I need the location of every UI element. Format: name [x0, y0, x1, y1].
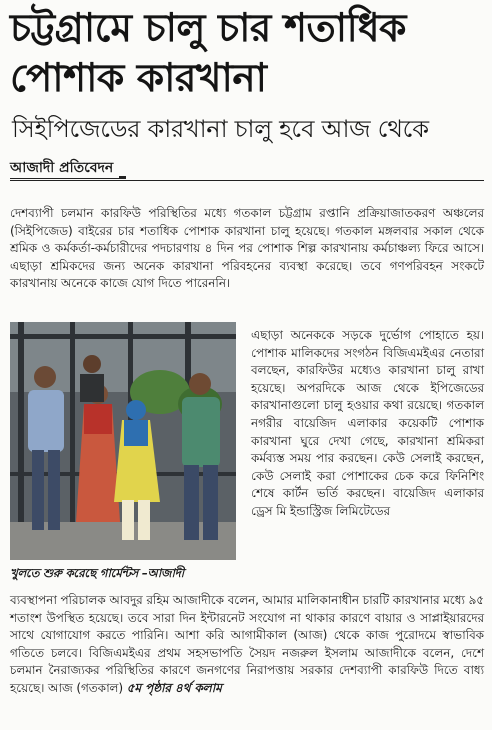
subheadline: সিইপিজেডের কারখানা চালু হবে আজ থেকে — [12, 115, 429, 143]
article-paragraph-bottom — [10, 592, 484, 698]
garment-workers-photo — [10, 322, 236, 560]
article-paragraph-top: দেশব্যাপী চলমান কারফিউ পরিস্থিতির মধ্যে গতকাল চট্টগ্রাম রপ্তানি প্রক্রিয়াজাতকরণ অঞ্চলের (সিইপিজেড) বাইরের চার শতাধিক পোশাক কারখানা চালু হয়েছে। গতকাল মঙ্গলবার সকাল থেকে শ্রমিক ও কর্মকর্তা-কর্মচারীদের পদচারণায় ৪ দিন পর পোশাক শিল্প কারখানায় কর্মচাঞ্চল্য ফিরে আসে। এছাড়া শ্রমিকদের জন্য অনেক কারখানা পরিবহনের ব্যবস্থা করেছে। তবে গণপরিবহন সংকটে কারখানায় অনেকে কাজে যোগ দিতে পারেননি। — [10, 206, 484, 291]
photo-caption: খুলতে শুরু করেছে গার্মেন্টস –আজাদী — [10, 566, 184, 580]
byline-rule — [10, 180, 484, 181]
article-paragraph-bottom-text: ব্যবস্থাপনা পরিচালক আবদুর রহিম আজাদীকে বলেন, আমার মালিকানাধীন চারটি কারখানার মধ্যে ৯৫ শতাংশ উপস্থিত হয়েছে। তবে সারা দিন ইন্টারনেট সংযোগ না থাকার কারণে বায়ার ও সাপ্লাইয়ারদের সাথে যোগাযোগ করতে পারিনি। আশা করি আগামীকাল (আজ) থেকে কাজ পুরোদমে স্বাভাবিক গতিতে চলবে। বিজিএমইএর প্রথম সহসভাপতি সৈয়দ নজরুল ইসলাম আজাদীকে বলেন, দেশে চলমান নৈরাজ্যকর পরিস্থিতির কারণে জনগণের নিরাপত্তায় সরকার দেশব্যাপী কারফিউ দিতে বাধ্য হয়েছে। আজ (গতকাল) — [10, 593, 484, 695]
article-paragraph-right: এছাড়া অনেককে সড়কে দুর্ভোগ পোহাতে হয়। পোশাক মালিকদের সংগঠন বিজিএমইএর নেতারা বলছেন, কারফিউর মধ্যেও কারখানা চালু রাখা হয়েছে। অপরদিকে আজ থেকে ইপিজেডের কারখানাগুলো চালু হওয়ার কথা রয়েছে। গতকাল নগরীর বায়েজিদ এলাকার কয়েকটি পোশাক কারখানা ঘুরে দেখা গেছে, কারখানা শ্রমিকরা কর্মব্যস্ত সময় পার করছেন। কেউ সেলাই করছেন, কেউ সেলাই করা পোশাকের চেক করে ফিনিশিং শেষে কার্টন ভর্তি করছেন। বায়েজিদ এলাকার ড্রেস মি ইন্ডাস্ট্রিজ লিমিটেডের — [251, 328, 484, 518]
headline: চট্টগ্রামে চালু চার শতাধিক পোশাক কারখানা — [10, 6, 406, 101]
byline-bar — [10, 158, 484, 182]
byline: আজাদী প্রতিবেদন — [10, 158, 119, 178]
jump-reference-link[interactable]: ৫ম পৃষ্ঠার ৪র্থ কলাম — [126, 680, 222, 695]
news-photo — [10, 322, 236, 560]
